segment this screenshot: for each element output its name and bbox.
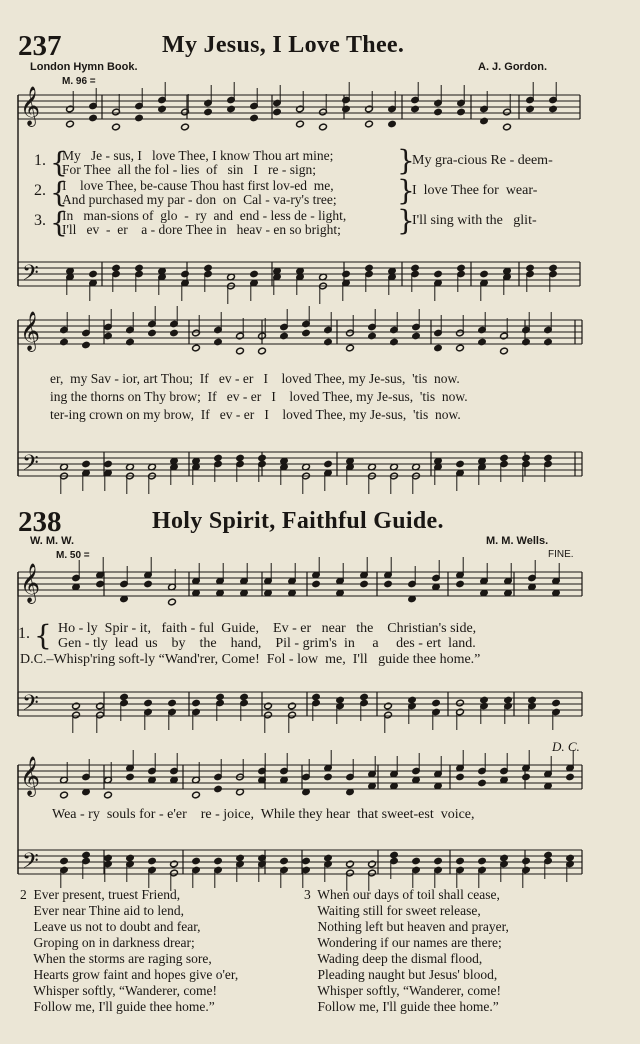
note-head (250, 270, 259, 278)
clef-symbol: 𝄢 (22, 691, 39, 721)
note-head (342, 270, 351, 278)
lyric-line: My Je - sus, I love Thee, I know Thou art mine; (62, 148, 334, 163)
note-head (214, 338, 223, 346)
verse-number: 1. (18, 625, 30, 642)
lyric-line-tail: I'll sing with the glit- (412, 213, 537, 228)
lyric-line: Gen - tly lead us by the hand, Pil - grim's in a des - ert land. (58, 636, 476, 651)
dc-lyric-line: D.C.–Whisp'ring soft-ly “Wand'rer, Come! Fol - low me, I'll guide thee home.” (20, 652, 481, 667)
verse-line: Whisper softly, “Wanderer, come! (20, 983, 218, 998)
note-head (302, 857, 311, 865)
note-head (411, 264, 420, 272)
lyric-line: And purchased my par - don on Cal - va-ry's tree; (62, 192, 337, 207)
note-head (342, 105, 351, 113)
note-head (60, 857, 69, 865)
note-head (214, 785, 223, 793)
note-head (384, 580, 393, 588)
note-head (368, 332, 377, 340)
fine-marking: FINE. (548, 549, 574, 560)
lyric-line: er, my Sav - ior, art Thou; If ev - er I loved Thee, my Je-sus, 'tis now. (50, 371, 460, 386)
note-head (60, 791, 69, 799)
note-head (296, 120, 305, 128)
note-head (104, 460, 113, 468)
note-head (104, 854, 113, 862)
verse-line: 3 When our days of toil shall cease, (304, 887, 500, 902)
note-head (324, 854, 333, 862)
note-head (66, 120, 75, 128)
lyric-line: ter-ing crown on my brow, If ev - er I loved Thee, my Je-sus, 'tis now. (50, 407, 461, 422)
verse-line: Wondering if our names are there; (304, 935, 502, 950)
verse-line: Follow me, I'll guide thee home.” (20, 999, 215, 1014)
note-head (500, 854, 509, 862)
note-head (302, 329, 311, 337)
note-head (250, 114, 259, 122)
note-head (126, 773, 135, 781)
note-head (319, 123, 328, 131)
note-head (388, 120, 397, 128)
note-head (312, 693, 321, 701)
lyric-line: Wea - ry souls for - e'er re - joice, While they hear that sweet-est voice, (52, 807, 475, 822)
note-head (192, 344, 201, 352)
note-head (312, 580, 321, 588)
note-head (258, 347, 267, 355)
note-head (82, 460, 91, 468)
note-head (457, 264, 466, 272)
brace: { (50, 146, 68, 179)
verse-line: Hearts grow faint and hopes give o'er, (20, 967, 239, 982)
lyric-line-tail: My gra-cious Re - deem- (412, 153, 553, 168)
note-head (89, 114, 98, 122)
note-head (280, 332, 289, 340)
note-head (192, 857, 201, 865)
verse-line: Waiting still for sweet release, (304, 903, 481, 918)
note-head (126, 854, 135, 862)
tune-source: London Hymn Book. (30, 61, 138, 73)
verse-line: Ever near Thine aid to lend, (20, 903, 184, 918)
note-head (549, 105, 558, 113)
note-head (480, 696, 489, 704)
verse-line: Wading deep the dismal flood, (304, 951, 483, 966)
note-head (96, 580, 105, 588)
note-head (457, 108, 466, 116)
note-head (434, 270, 443, 278)
hymn-number: 238 (18, 506, 62, 538)
note-head (336, 696, 345, 704)
note-head (566, 854, 575, 862)
verse-number: 1. (34, 152, 46, 169)
note-head (170, 329, 179, 337)
note-head (365, 120, 374, 128)
note-head (390, 338, 399, 346)
note-head (168, 598, 177, 606)
note-head (273, 108, 282, 116)
note-head (456, 580, 465, 588)
note-head (240, 693, 249, 701)
note-head (368, 860, 377, 868)
clef-symbol: 𝄞 (20, 86, 41, 126)
verse-line: When the storms are raging sore, (20, 951, 212, 966)
note-head (144, 580, 153, 588)
note-head (528, 696, 537, 704)
verse-line: Whisper softly, “Wanderer, come! (304, 983, 502, 998)
note-head (390, 851, 399, 859)
note-head (384, 702, 393, 710)
lyric-line: In man-sions of glo - ry and end - less de - light, (62, 208, 347, 223)
note-head (82, 851, 91, 859)
metronome-marking: M. 50 = (56, 550, 90, 561)
clef-symbol: 𝄞 (20, 756, 41, 796)
note-head (144, 699, 153, 707)
note-head (60, 338, 69, 346)
note-head (456, 773, 465, 781)
note-head (500, 454, 509, 462)
note-head (478, 338, 487, 346)
note-head (522, 773, 531, 781)
note-head (280, 857, 289, 865)
note-head (120, 693, 129, 701)
note-head (522, 454, 531, 462)
note-head (412, 857, 421, 865)
note-head (360, 580, 369, 588)
note-head (526, 264, 535, 272)
note-head (412, 332, 421, 340)
brace: { (50, 206, 68, 239)
note-head (204, 264, 213, 272)
note-head (360, 693, 369, 701)
note-head (181, 123, 190, 131)
metronome-marking: M. 96 = (62, 76, 96, 87)
clef-symbol: 𝄢 (22, 451, 39, 481)
lyric-line: I love Thee, be-cause Thou hast first lov-ed me, (62, 178, 334, 193)
note-head (158, 105, 167, 113)
note-head (456, 857, 465, 865)
note-head (504, 696, 513, 704)
text-author: W. M. W. (30, 535, 74, 547)
verse-line: Nothing left but heaven and prayer, (304, 919, 509, 934)
composer: M. M. Wells. (486, 535, 549, 547)
note-head (324, 773, 333, 781)
note-head (480, 117, 489, 125)
brace-right: } (397, 174, 415, 207)
brace-right: } (397, 204, 415, 237)
verse-number: 2. (34, 182, 46, 199)
brace: { (34, 619, 52, 652)
note-head (148, 857, 157, 865)
note-head (324, 338, 333, 346)
note-head (434, 344, 443, 352)
note-head (544, 454, 553, 462)
note-head (478, 857, 487, 865)
note-head (478, 779, 487, 787)
note-head (566, 773, 575, 781)
note-head (346, 860, 355, 868)
note-head (264, 702, 273, 710)
note-head (192, 699, 201, 707)
note-head (456, 344, 465, 352)
lyric-line: Ho - ly Spir - it, faith - ful Guide, Ev - er near the Christian's side, (58, 621, 477, 636)
note-head (214, 857, 223, 865)
verse-2 (20, 887, 238, 1015)
note-head (89, 270, 98, 278)
verse-number: 3. (34, 212, 46, 229)
lyric-line-tail: I love Thee for wear- (412, 183, 538, 198)
clef-symbol: 𝄞 (20, 563, 41, 603)
note-head (500, 347, 509, 355)
note-head (434, 857, 443, 865)
note-head (411, 105, 420, 113)
note-head (170, 860, 179, 868)
note-head (288, 702, 297, 710)
clef-symbol: 𝄞 (20, 311, 41, 351)
note-head (549, 264, 558, 272)
note-head (522, 338, 531, 346)
hymn-title: My Jesus, I Love Thee. (162, 32, 405, 58)
brace: { (50, 176, 68, 209)
note-head (72, 702, 81, 710)
clef-symbol: 𝄢 (22, 849, 39, 879)
note-head (408, 696, 417, 704)
verse-line: Leave us not to doubt and fear, (20, 919, 201, 934)
note-head (204, 108, 213, 116)
note-head (112, 264, 121, 272)
note-head (480, 270, 489, 278)
note-head (148, 329, 157, 337)
lyric-line: For Thee all the fol - lies of sin I re - sign; (62, 162, 316, 177)
note-head (236, 854, 245, 862)
note-head (135, 264, 144, 272)
hymn-title: Holy Spirit, Faithful Guide. (152, 508, 444, 534)
note-head (365, 264, 374, 272)
note-head (214, 454, 223, 462)
note-head (456, 460, 465, 468)
note-head (216, 693, 225, 701)
note-head (181, 270, 190, 278)
note-head (112, 123, 121, 131)
note-head (503, 123, 512, 131)
dc-marking: D. C. (552, 739, 580, 754)
lyric-line: ing the thorns on Thy brow; If ev - er I loved Thee, my Je-sus, 'tis now. (50, 389, 468, 404)
note-head (104, 332, 113, 340)
verse-line: Groping on in darkness drear; (20, 935, 195, 950)
note-head (258, 454, 267, 462)
note-head (96, 702, 105, 710)
note-head (236, 347, 245, 355)
note-head (126, 338, 135, 346)
note-head (434, 108, 443, 116)
note-head (456, 699, 465, 707)
note-head (236, 454, 245, 462)
lyric-line: I'll ev - er a - dore Thee in heav - en so bright; (62, 222, 341, 237)
note-head (192, 791, 201, 799)
note-head (104, 791, 113, 799)
note-head (526, 105, 535, 113)
note-head (227, 105, 236, 113)
composer: A. J. Gordon. (478, 61, 548, 73)
hymn-number: 237 (18, 30, 62, 62)
note-head (346, 344, 355, 352)
note-head (522, 857, 531, 865)
note-head (544, 851, 553, 859)
verse-line: 2 Ever present, truest Friend, (20, 887, 181, 902)
note-head (168, 699, 177, 707)
verse-line: Follow me, I'll guide thee home.” (304, 999, 499, 1014)
note-head (82, 341, 91, 349)
verse-line: Pleading naught but Jesus' blood, (304, 967, 498, 982)
note-head (552, 699, 561, 707)
brace-right: } (397, 144, 415, 177)
note-head (544, 338, 553, 346)
clef-symbol: 𝄢 (22, 261, 39, 291)
verse-3 (304, 887, 509, 1015)
note-head (135, 114, 144, 122)
note-head (324, 460, 333, 468)
note-head (432, 699, 441, 707)
